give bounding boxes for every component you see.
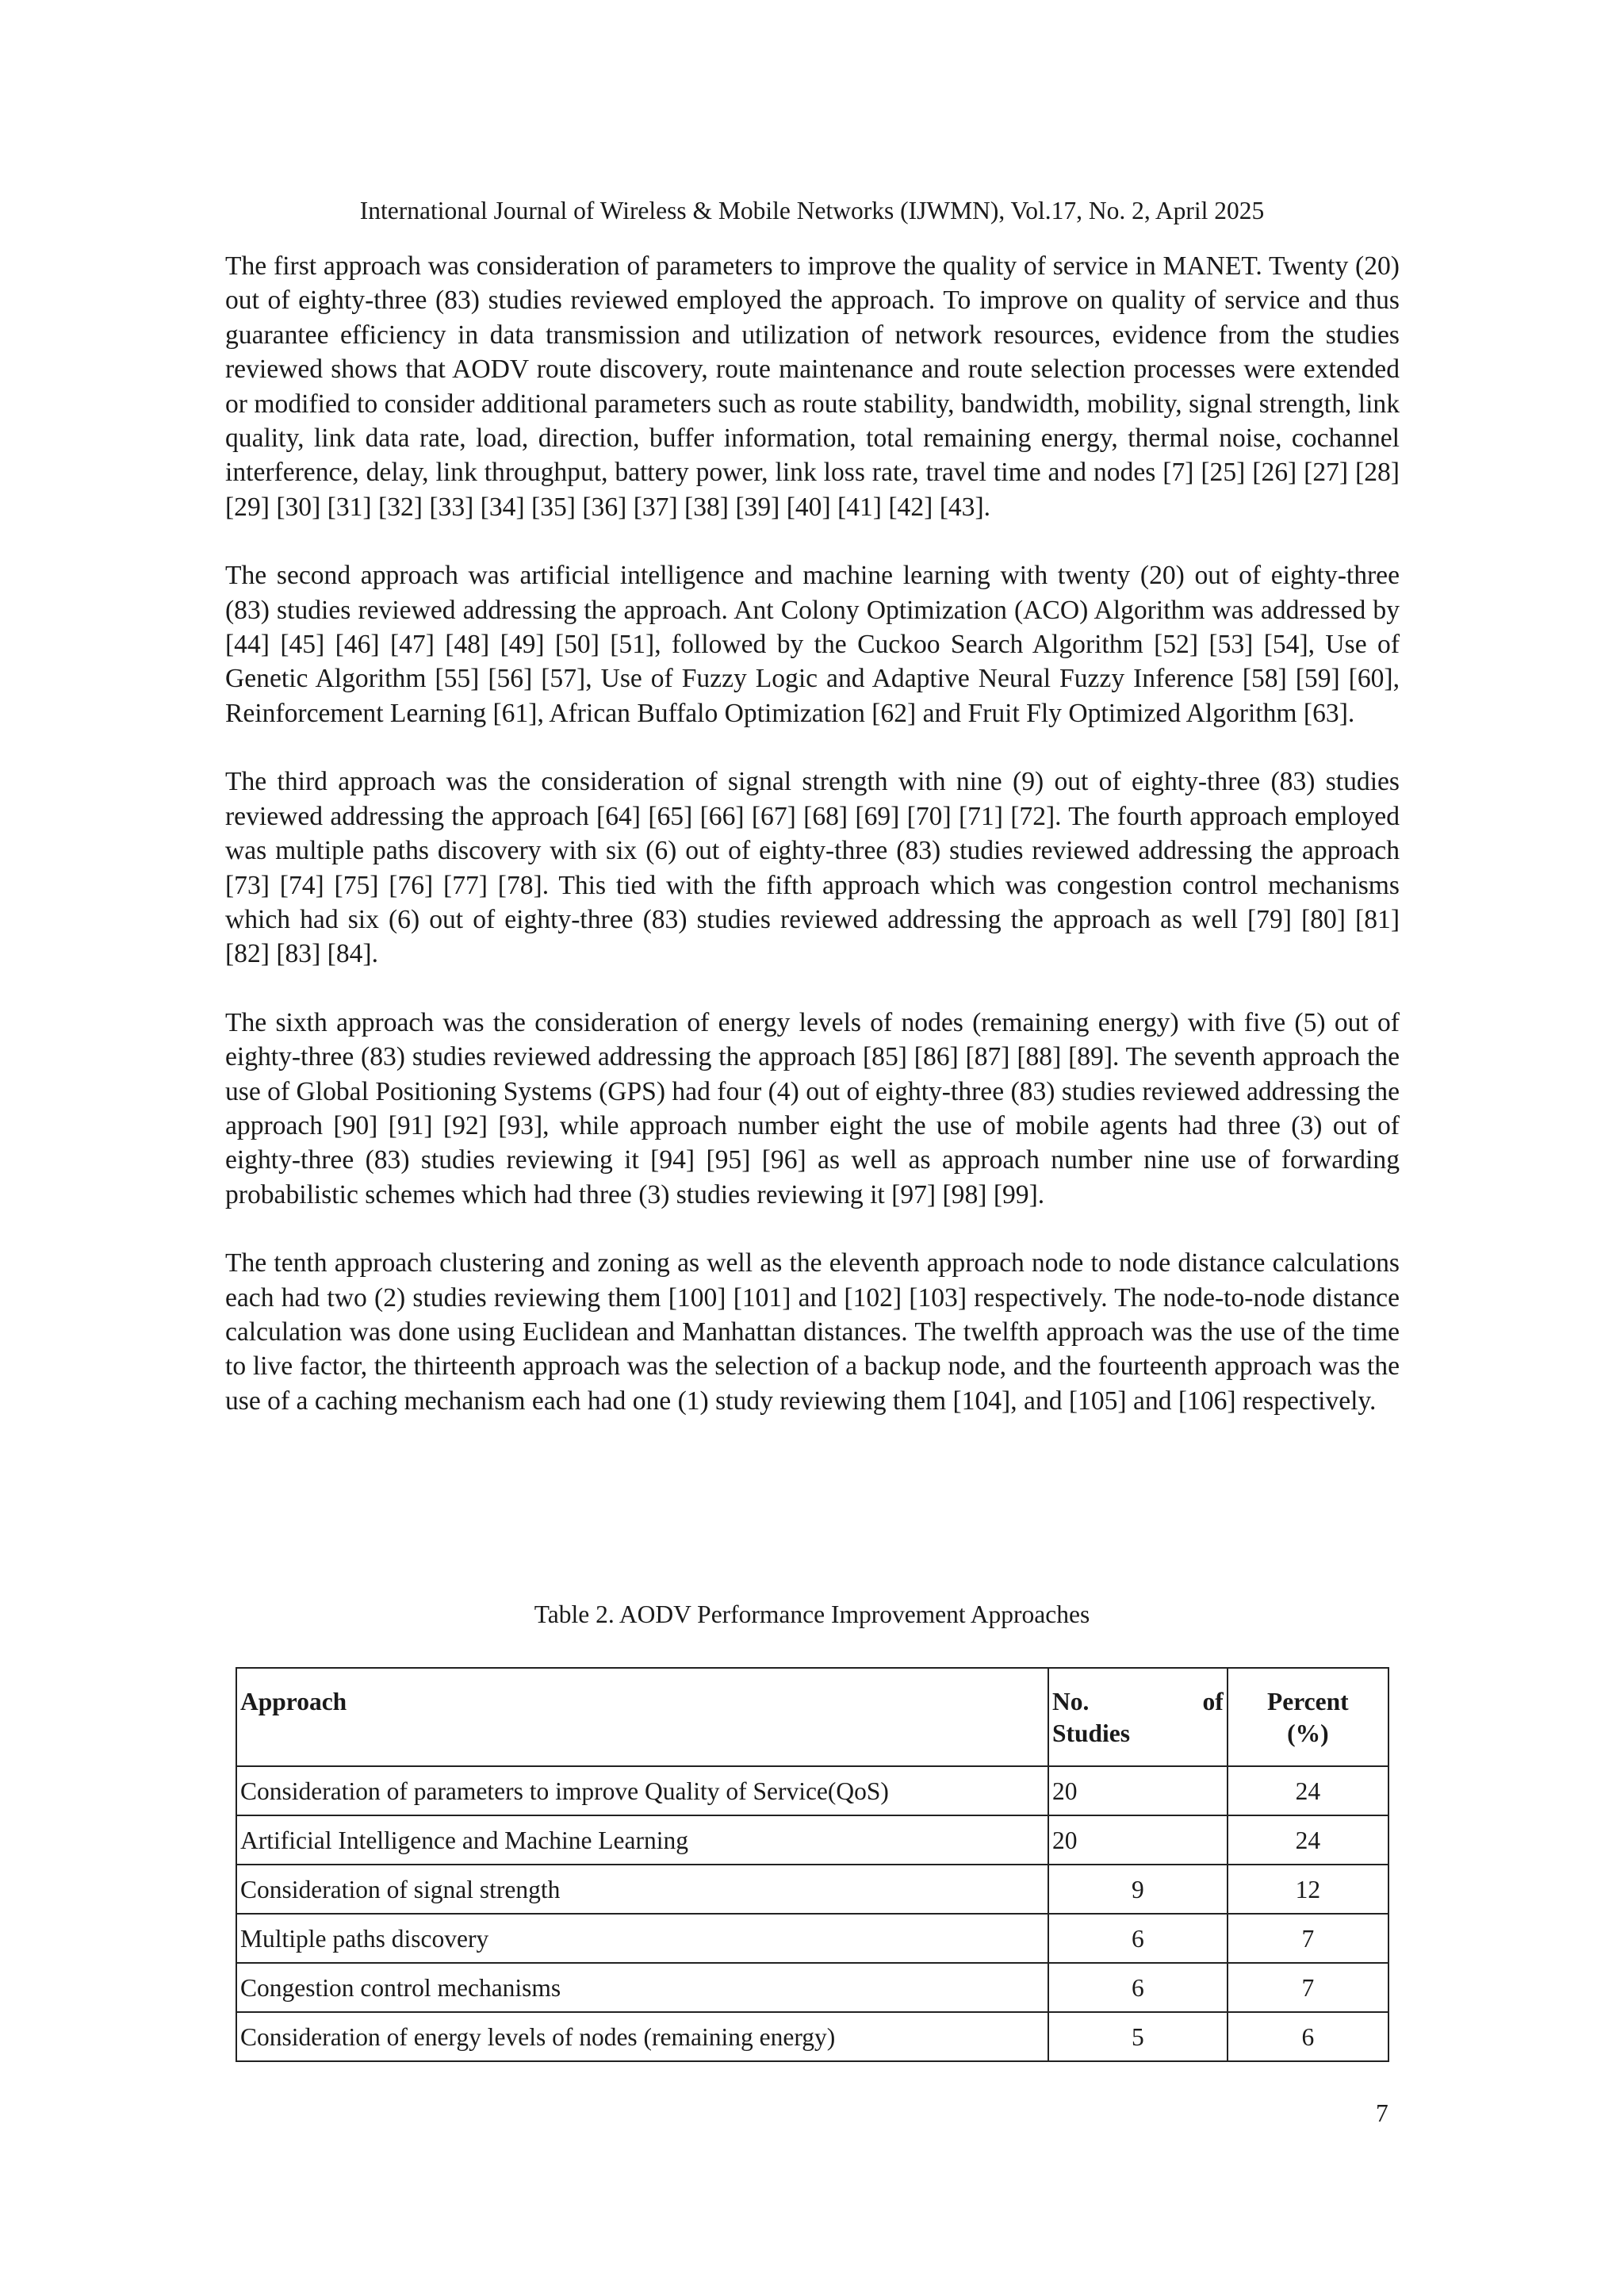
- paragraph-sixth-approach: The sixth approach was the consideration of energy levels of nodes (remaining energy) with five (5) out of eighty-three (83) studies reviewed addressing the approach [85] [86] [87] [88] [89]. The seventh approach the use of Global Positioning Systems (GPS) had four (4) out of eighty-three (83) studies reviewed addressing the approach [90] [91] [92] [93], while approach number eight the use of mobile agents had three (3) out of eighty-three (83) studies reviewing it [94] [95] [96] as well as approach number nine use of forwarding probabilistic schemes which had three (3) studies reviewing it [97] [98] [99].: [225, 1007, 1400, 1209]
- header-no-of-studies: [1048, 1668, 1228, 1766]
- header-percent: [1228, 1668, 1388, 1766]
- cell-percent: 24: [1228, 1815, 1388, 1865]
- cell-studies: 9: [1048, 1865, 1228, 1914]
- header-percent-label: Percent: [1267, 1688, 1349, 1715]
- table-row: [236, 2012, 1388, 2061]
- cell-percent: 6: [1228, 2012, 1388, 2061]
- table-row: [236, 1963, 1388, 2012]
- paragraph-first-approach: The first approach was consideration of parameters to improve the quality of service in MANET. Twenty (20) out of eighty-three (83) studies reviewed employed the approach. To improve on quality of service and thus guarantee efficiency in data transmission and utilization of network resources, evidence from the studies reviewed shows that AODV route discovery, route maintenance and route selection processes were extended or modified to consider additional parameters such as route stability, bandwidth, mobility, signal strength, link quality, link data rate, load, direction, buffer information, total remaining energy, thermal noise, cochannel interference, delay, link throughput, battery power, link loss rate, travel time and nodes [7] [25] [26] [27] [28] [29] [30] [31] [32] [33] [34] [35] [36] [37] [38] [39] [40] [41] [42] [43].: [225, 251, 1400, 522]
- running-header: International Journal of Wireless & Mobile Networks (IJWMN), Vol.17, No. 2, April 2025: [359, 197, 1265, 224]
- table-row: [236, 1766, 1388, 1815]
- cell-studies: 6: [1048, 1963, 1228, 2012]
- header-studies-of: of: [1202, 1688, 1224, 1715]
- cell-percent: 7: [1228, 1914, 1388, 1963]
- cell-percent: 7: [1228, 1963, 1388, 2012]
- paragraph-second-approach: The second approach was artificial intelligence and machine learning with twenty (20) out of eighty-three (83) studies reviewed addressing the approach. Ant Colony Optimization (ACO) Algorithm was addressed by [44] [45] [46] [47] [48] [49] [50] [51], followed by the Cuckoo Search Algorithm [52] [53] [54], Use of Genetic Algorithm [55] [56] [57], Use of Fuzzy Logic and Adaptive Neural Fuzzy Inference [58] [59] [60], Reinforcement Learning [61], African Buffalo Optimization [62] and Fruit Fly Optimized Algorithm [63].: [225, 561, 1400, 728]
- cell-approach: Consideration of energy levels of nodes (remaining energy): [236, 2012, 1048, 2061]
- table-row: [236, 1865, 1388, 1914]
- body-text: [225, 249, 1400, 1452]
- header-approach: Approach: [236, 1668, 1048, 1766]
- cell-studies: 6: [1048, 1914, 1228, 1963]
- cell-approach: Artificial Intelligence and Machine Learning: [236, 1815, 1048, 1865]
- table-caption: Table 2. AODV Performance Improvement Approaches: [534, 1600, 1090, 1628]
- cell-approach: Consideration of parameters to improve Quality of Service(QoS): [236, 1766, 1048, 1815]
- cell-studies: 20: [1048, 1766, 1228, 1815]
- paragraph-tenth-approach: The tenth approach clustering and zoning as well as the eleventh approach node to node distance calculations each had two (2) studies reviewing them [100] [101] and [102] [103] respectively. The node-to-node distance calculation was done using Euclidean and Manhattan distances. The twelfth approach was the use of the time to live factor, the thirteenth approach was the selection of a backup node, and the fourteenth approach was the use of a caching mechanism each had one (1) study reviewing them [104], and [105] and [106] respectively.: [225, 1248, 1400, 1416]
- approaches-table: [236, 1667, 1389, 2062]
- cell-percent: 24: [1228, 1766, 1388, 1815]
- cell-percent: 12: [1228, 1865, 1388, 1914]
- header-studies-no: No.: [1051, 1688, 1090, 1715]
- cell-approach: Consideration of signal strength: [236, 1865, 1048, 1914]
- table-row: [236, 1815, 1388, 1865]
- cell-approach: Multiple paths discovery: [236, 1914, 1048, 1963]
- cell-studies: 5: [1048, 2012, 1228, 2061]
- paragraph-third-approach: The third approach was the consideration of signal strength with nine (9) out of eighty-three (83) studies reviewed addressing the approach [64] [65] [66] [67] [68] [69] [70] [71] [72]. The fourth approach employed was multiple paths discovery with six (6) out of eighty-three (83) studies reviewed addressing the approach [73] [74] [75] [76] [77] [78]. This tied with the fifth approach which was congestion control mechanisms which had six (6) out of eighty-three (83) studies reviewed addressing the approach as well [79] [80] [81] [82] [83] [84].: [225, 767, 1400, 969]
- page-number: 7: [1376, 2099, 1388, 2127]
- table-row: [236, 1914, 1388, 1963]
- header-studies-label: Studies: [1051, 1719, 1131, 1747]
- header-percent-unit: (%): [1287, 1719, 1329, 1747]
- table-header-row: [236, 1668, 1388, 1766]
- cell-studies: 20: [1048, 1815, 1228, 1865]
- cell-approach: Congestion control mechanisms: [236, 1963, 1048, 2012]
